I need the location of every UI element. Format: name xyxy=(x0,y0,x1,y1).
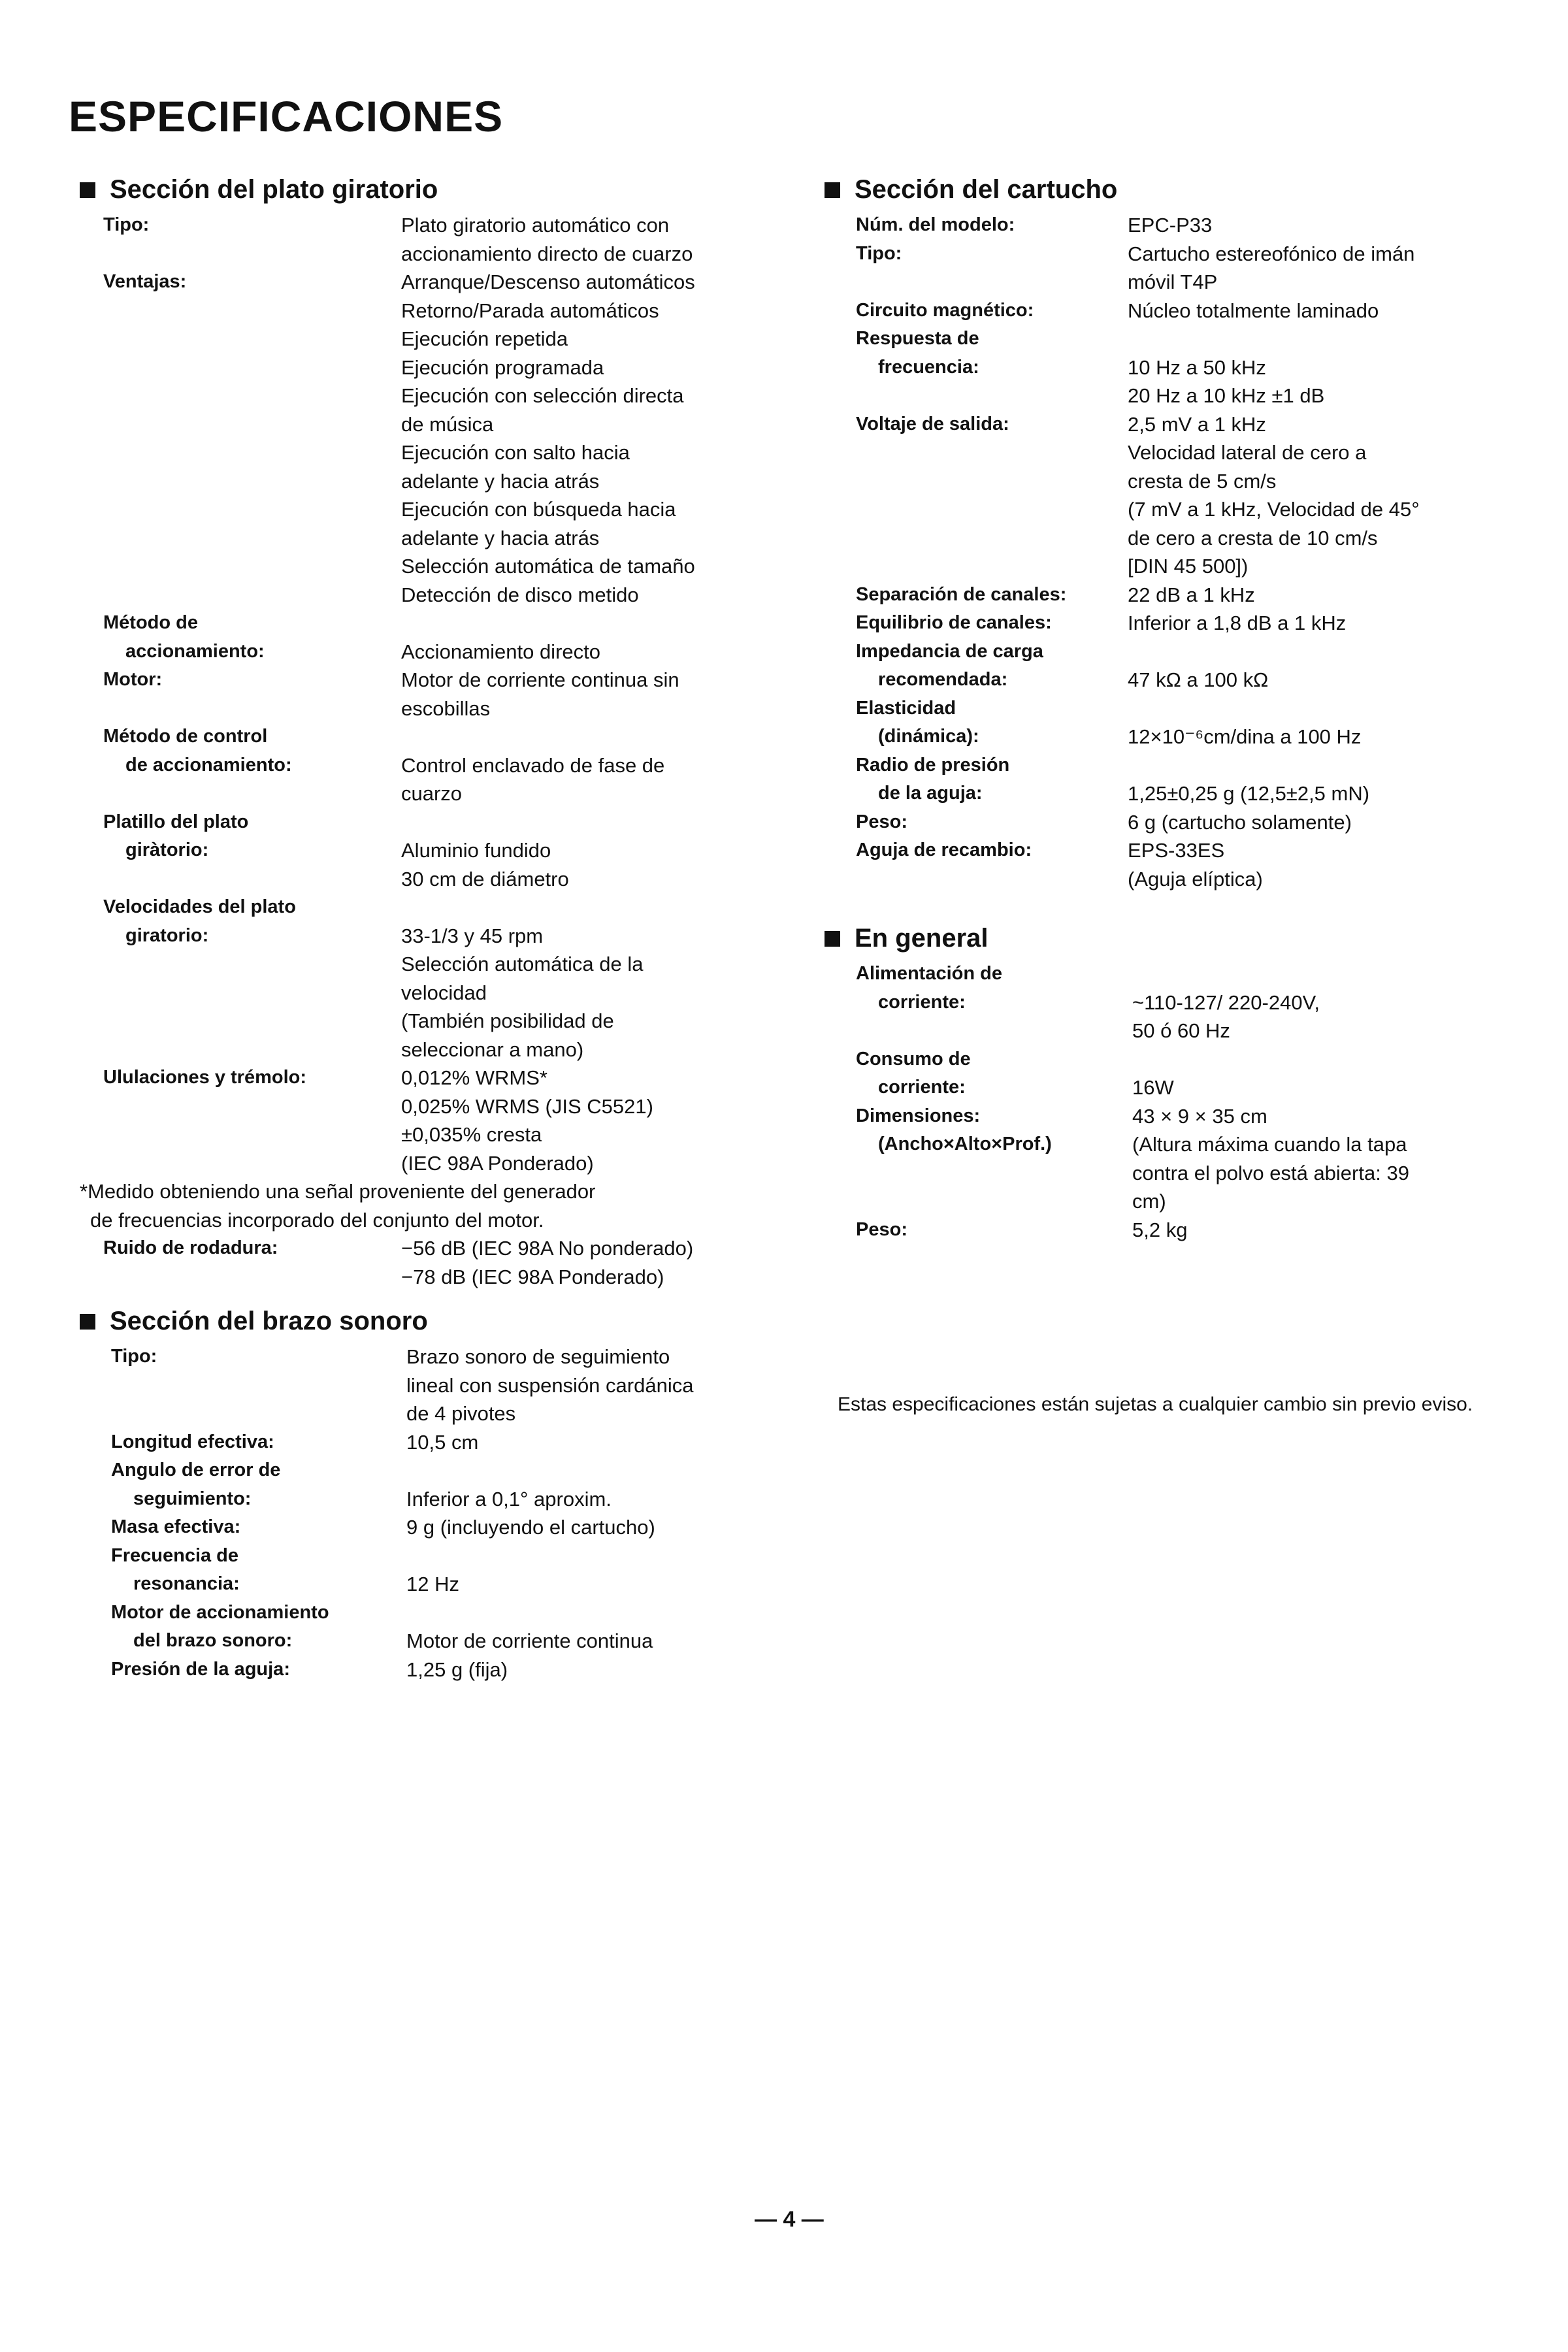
spec-value xyxy=(401,723,766,808)
spec-value xyxy=(406,1656,766,1684)
spec-row xyxy=(825,410,1511,581)
spec-row xyxy=(80,1343,766,1428)
spec-value-line: 6 g (cartucho solamente) xyxy=(1128,810,1352,834)
spec-value-line: móvil T4P xyxy=(1128,270,1218,293)
spec-row xyxy=(825,960,1511,1045)
spec-label xyxy=(825,836,1128,893)
spec-label-line: Método de control xyxy=(103,726,268,747)
spec-value-line: escobillas xyxy=(401,696,491,720)
spec-value-line: 50 ó 60 Hz xyxy=(1132,1019,1230,1042)
spec-value xyxy=(401,1064,766,1177)
spec-label-line: Peso: xyxy=(856,811,907,832)
spec-value-line: 9 g (incluyendo el cartucho) xyxy=(406,1516,655,1539)
spec-label-line: Motor de accionamiento xyxy=(111,1601,329,1623)
footnote-line: de frecuencias incorporado del conjunto del motor. xyxy=(90,1208,544,1232)
spec-value-line: 30 cm de diámetro xyxy=(401,867,569,890)
section-brazo-sonoro xyxy=(80,1307,766,1684)
spec-value xyxy=(401,609,766,666)
spec-value xyxy=(401,893,766,1064)
spec-value-line: Cartucho estereofónico de imán xyxy=(1128,242,1415,265)
spec-row xyxy=(80,808,766,894)
spec-value-line: Plato giratorio automático con xyxy=(401,214,670,237)
spec-value-line: EPS-33ES xyxy=(1128,839,1225,862)
spec-value-line: 10,5 cm xyxy=(406,1430,479,1454)
spec-value-line xyxy=(1128,694,1511,723)
spec-label xyxy=(825,1216,1132,1245)
spec-value-line xyxy=(1132,960,1511,988)
spec-list xyxy=(80,1343,766,1684)
spec-row xyxy=(825,581,1511,610)
spec-value-line: 20 Hz a 10 kHz ±1 dB xyxy=(1128,384,1325,407)
spec-value-line: Motor de corriente continua xyxy=(406,1629,653,1652)
spec-label xyxy=(80,1064,401,1177)
spec-value-line xyxy=(1132,1045,1511,1074)
spec-label-line: Ventajas: xyxy=(103,271,187,292)
spec-label xyxy=(825,960,1132,1045)
spec-label-line: Masa efectiva: xyxy=(111,1516,241,1537)
spec-list xyxy=(80,1234,766,1291)
spec-label-line: Longitud efectiva: xyxy=(111,1431,274,1452)
spec-label-line: de la aguja: xyxy=(878,783,983,804)
spec-label-line: Tipo: xyxy=(856,242,902,264)
spec-value-line xyxy=(1128,325,1511,353)
spec-value xyxy=(1128,751,1511,808)
spec-value-line: 12×10⁻⁶cm/dina a 100 Hz xyxy=(1128,725,1362,748)
spec-value-line: Detección de disco metido xyxy=(401,583,639,606)
spec-value xyxy=(1128,638,1511,694)
spec-label-line: Método de xyxy=(103,612,198,633)
spec-value-line: cm) xyxy=(1132,1190,1166,1213)
bullet-icon xyxy=(825,182,840,198)
section-cartucho xyxy=(825,175,1511,893)
spec-value-line: 16W xyxy=(1132,1076,1174,1099)
spec-value-line: Ejecución programada xyxy=(401,355,604,379)
spec-value-line xyxy=(401,808,766,837)
spec-label-line: corriente: xyxy=(878,1077,966,1098)
spec-label-line: (dinámica): xyxy=(878,726,979,747)
spec-value-line: Control enclavado de fase de xyxy=(401,753,665,777)
spec-value xyxy=(1128,410,1511,581)
spec-label-line: Consumo de xyxy=(856,1048,971,1070)
spec-value-line: (Altura máxima cuando la tapa xyxy=(1132,1133,1407,1156)
spec-label-line: Tipo: xyxy=(111,1346,157,1367)
spec-value xyxy=(401,268,766,609)
spec-label-line: Dimensiones: xyxy=(856,1105,981,1126)
spec-label-line: Elasticidad xyxy=(856,697,956,719)
spec-value-line: ~110-127/ 220-240V, xyxy=(1132,990,1320,1014)
spec-value-line: de música xyxy=(401,412,494,436)
spec-label-line: accionamiento: xyxy=(125,640,265,662)
spec-label xyxy=(825,297,1128,325)
spec-row xyxy=(825,751,1511,808)
section-heading: Sección del cartucho xyxy=(855,175,1118,204)
spec-value-line xyxy=(1128,638,1511,666)
footnote xyxy=(80,1177,766,1234)
spec-value xyxy=(406,1428,766,1457)
spec-value-line: Inferior a 0,1° aproxim. xyxy=(406,1487,612,1511)
page-title: ESPECIFICACIONES xyxy=(69,92,504,140)
spec-value-line: 0,012% WRMS* xyxy=(401,1066,547,1089)
spec-label-line: Platillo del plato xyxy=(103,811,249,832)
spec-value-line xyxy=(1128,751,1511,780)
spec-label xyxy=(825,638,1128,694)
spec-label xyxy=(825,211,1128,240)
spec-value-line: 33-1/3 y 45 rpm xyxy=(401,924,544,947)
spec-label-line: Equilibrio de canales: xyxy=(856,612,1052,633)
spec-label-line: Circuito magnético: xyxy=(856,299,1034,321)
spec-value xyxy=(406,1542,766,1599)
spec-label xyxy=(825,410,1128,581)
spec-row xyxy=(825,1216,1511,1245)
spec-value xyxy=(1128,694,1511,751)
disclaimer-note: Estas especificaciones están sujetas a cualquier cambio sin previo eviso. xyxy=(838,1394,1473,1415)
spec-row xyxy=(80,1513,766,1542)
spec-row xyxy=(825,240,1511,297)
spec-label xyxy=(80,268,401,609)
page-number: — 4 — xyxy=(755,2207,824,2232)
spec-value-line: EPC-P33 xyxy=(1128,214,1213,237)
spec-label xyxy=(80,666,401,723)
spec-label xyxy=(80,1599,406,1656)
spec-value-line: seleccionar a mano) xyxy=(401,1037,584,1061)
spec-label xyxy=(825,325,1128,410)
spec-value xyxy=(406,1599,766,1656)
spec-value-line xyxy=(401,609,766,638)
spec-label xyxy=(825,1045,1132,1102)
spec-label-line: Alimentación de xyxy=(856,963,1002,984)
spec-value-line: 43 × 9 × 35 cm xyxy=(1132,1104,1267,1128)
spec-label-line: de accionamiento: xyxy=(125,754,292,776)
spec-value xyxy=(1132,960,1511,1045)
spec-value-line: Núcleo totalmente laminado xyxy=(1128,299,1379,322)
spec-label xyxy=(80,1456,406,1513)
spec-row xyxy=(825,836,1511,893)
spec-value-line: velocidad xyxy=(401,981,487,1004)
spec-row xyxy=(80,1064,766,1177)
spec-row xyxy=(825,694,1511,751)
spec-row xyxy=(825,1045,1511,1102)
spec-label xyxy=(80,1542,406,1599)
spec-value-line: Velocidad lateral de cero a xyxy=(1128,441,1367,464)
spec-value-line: Motor de corriente continua sin xyxy=(401,668,679,691)
spec-row xyxy=(825,297,1511,325)
spec-label xyxy=(825,808,1128,837)
spec-label-line: corriente: xyxy=(878,991,966,1013)
spec-value xyxy=(1128,211,1511,240)
spec-value-line: Ejecución repetida xyxy=(401,327,568,350)
spec-value xyxy=(1128,297,1511,325)
spec-label-line: del brazo sonoro: xyxy=(133,1630,293,1651)
spec-value-line: de 4 pivotes xyxy=(406,1402,516,1425)
spec-label-line: frecuencia: xyxy=(878,356,979,378)
spec-value xyxy=(1128,325,1511,410)
spec-value-line: de cero a cresta de 10 cm/s xyxy=(1128,526,1378,549)
bullet-icon xyxy=(80,182,95,198)
spec-value-line: 2,5 mV a 1 kHz xyxy=(1128,412,1266,436)
spec-value-line: Ejecución con selección directa xyxy=(401,384,684,407)
spec-row xyxy=(80,1542,766,1599)
spec-value-line: Ejecución con búsqueda hacia xyxy=(401,498,676,521)
spec-list xyxy=(825,960,1511,1244)
spec-value xyxy=(1128,808,1511,837)
spec-value xyxy=(1128,836,1511,893)
spec-list xyxy=(80,211,766,1177)
footnote-line: *Medido obteniendo una señal proveniente del generador xyxy=(80,1180,596,1203)
spec-label xyxy=(80,211,401,268)
spec-label xyxy=(825,1102,1132,1216)
spec-row xyxy=(825,325,1511,410)
spec-label-line: seguimiento: xyxy=(133,1488,252,1509)
bullet-icon xyxy=(80,1314,95,1330)
spec-label-line: Núm. del modelo: xyxy=(856,214,1015,235)
spec-label-line: Ululaciones y trémolo: xyxy=(103,1067,307,1088)
section-heading: En general xyxy=(855,924,988,953)
spec-value-line xyxy=(406,1542,766,1571)
bullet-icon xyxy=(825,931,840,947)
spec-row xyxy=(825,1102,1511,1216)
spec-label-line: Frecuencia de xyxy=(111,1544,239,1566)
spec-label xyxy=(825,751,1128,808)
spec-label xyxy=(80,723,401,808)
spec-value-line: 47 kΩ a 100 kΩ xyxy=(1128,668,1269,691)
spec-value xyxy=(406,1456,766,1513)
spec-label-line: giratorio: xyxy=(125,924,209,946)
spec-label-line: giràtorio: xyxy=(125,840,209,860)
spec-value-line: (7 mV a 1 kHz, Velocidad de 45° xyxy=(1128,498,1420,521)
spec-label xyxy=(825,694,1128,751)
spec-value-line: Retorno/Parada automáticos xyxy=(401,299,659,322)
spec-label-line: Tipo: xyxy=(103,214,150,235)
spec-value xyxy=(1132,1102,1511,1216)
spec-label-line: (Ancho×Alto×Prof.) xyxy=(878,1134,1052,1154)
section-plato-giratorio xyxy=(80,175,766,1291)
spec-label-line: Voltaje de salida: xyxy=(856,413,1009,434)
spec-value-line xyxy=(406,1456,766,1485)
spec-row xyxy=(825,609,1511,638)
spec-value-line: Selección automática de tamaño xyxy=(401,555,695,578)
spec-value-line xyxy=(401,893,766,922)
spec-value-line: [DIN 45 500]) xyxy=(1128,555,1249,578)
spec-value-line: lineal con suspensión cardánica xyxy=(406,1373,694,1397)
spec-value-line: Accionamiento directo xyxy=(401,640,600,663)
spec-value xyxy=(406,1343,766,1428)
spec-value-line: −78 dB (IEC 98A Ponderado) xyxy=(401,1265,664,1288)
spec-value-line: Aluminio fundido xyxy=(401,839,551,862)
spec-label xyxy=(80,609,401,666)
spec-value-line xyxy=(401,723,766,751)
spec-label xyxy=(80,1656,406,1684)
spec-label-line: Separación de canales: xyxy=(856,583,1067,605)
spec-label-line: Respuesta de xyxy=(856,328,979,349)
spec-label xyxy=(80,893,401,1064)
section-en-general xyxy=(825,924,1511,1244)
section-heading: Sección del plato giratorio xyxy=(110,175,438,204)
spec-value-line: −56 dB (IEC 98A No ponderado) xyxy=(401,1237,694,1260)
spec-label-line: Presión de la aguja: xyxy=(111,1658,290,1680)
spec-label-line: resonancia: xyxy=(133,1573,240,1594)
spec-value xyxy=(401,808,766,894)
spec-value-line: accionamiento directo de cuarzo xyxy=(401,242,693,265)
spec-value-line: cuarzo xyxy=(401,782,463,805)
spec-label-line: Ruido de rodadura: xyxy=(103,1237,278,1258)
spec-row xyxy=(825,638,1511,694)
spec-value-line: ±0,035% cresta xyxy=(401,1123,542,1146)
spec-value xyxy=(1128,240,1511,297)
spec-value-line: 0,025% WRMS (JIS C5521) xyxy=(401,1094,653,1118)
spec-label xyxy=(80,1234,401,1291)
spec-value xyxy=(1132,1216,1511,1245)
spec-label xyxy=(80,1428,406,1457)
spec-value-line: adelante y hacia atrás xyxy=(401,469,600,493)
spec-value xyxy=(401,666,766,723)
spec-value-line: Brazo sonoro de seguimiento xyxy=(406,1345,670,1368)
spec-list xyxy=(825,211,1511,893)
spec-value xyxy=(401,211,766,268)
spec-value-line: Ejecución con salto hacia xyxy=(401,441,630,464)
spec-row xyxy=(80,609,766,666)
spec-label xyxy=(825,609,1128,638)
spec-value-line: adelante y hacia atrás xyxy=(401,526,600,549)
spec-value-line: contra el polvo está abierta: 39 xyxy=(1132,1161,1409,1184)
spec-row xyxy=(80,1656,766,1684)
spec-value xyxy=(401,1234,766,1291)
spec-label-line: Velocidades del plato xyxy=(103,896,296,917)
spec-label xyxy=(825,581,1128,610)
spec-row xyxy=(80,211,766,268)
spec-value-line: (También posibilidad de xyxy=(401,1009,614,1032)
spec-value xyxy=(406,1513,766,1542)
spec-value-line: Arranque/Descenso automáticos xyxy=(401,270,695,293)
spec-value-line: Selección automática de la xyxy=(401,953,644,975)
spec-label xyxy=(80,1513,406,1542)
spec-value-line: 1,25±0,25 g (12,5±2,5 mN) xyxy=(1128,782,1370,805)
spec-value-line: 12 Hz xyxy=(406,1573,459,1595)
section-heading: Sección del brazo sonoro xyxy=(110,1307,428,1335)
spec-row xyxy=(80,893,766,1064)
spec-label xyxy=(80,808,401,894)
spec-row xyxy=(80,1428,766,1457)
spec-value-line: 5,2 kg xyxy=(1132,1218,1188,1241)
spec-value xyxy=(1132,1045,1511,1102)
spec-label-line: Angulo de error de xyxy=(111,1460,281,1480)
spec-value-line: cresta de 5 cm/s xyxy=(1128,469,1277,493)
spec-row xyxy=(80,268,766,609)
spec-row xyxy=(80,1234,766,1291)
spec-value xyxy=(1128,581,1511,610)
spec-label-line: Radio de presión xyxy=(856,754,1010,776)
spec-label-line: Impedancia de carga xyxy=(856,640,1043,662)
spec-value-line: 10 Hz a 50 kHz xyxy=(1128,355,1266,379)
spec-label-line: recomendada: xyxy=(878,669,1008,690)
spec-value xyxy=(1128,609,1511,638)
spec-value-line xyxy=(406,1599,766,1627)
spec-value-line: (Aguja elíptica) xyxy=(1128,867,1263,890)
spec-label-line: Peso: xyxy=(856,1218,907,1240)
spec-value-line: 1,25 g (fija) xyxy=(406,1658,508,1681)
spec-value-line: (IEC 98A Ponderado) xyxy=(401,1151,594,1175)
spec-label-line: Motor: xyxy=(103,669,163,690)
spec-label xyxy=(825,240,1128,297)
spec-row xyxy=(825,211,1511,240)
spec-value-line: Inferior a 1,8 dB a 1 kHz xyxy=(1128,612,1347,634)
spec-row xyxy=(80,1599,766,1656)
spec-label-line: Aguja de recambio: xyxy=(856,840,1032,860)
spec-label xyxy=(80,1343,406,1428)
spec-row xyxy=(80,723,766,808)
spec-value-line: 22 dB a 1 kHz xyxy=(1128,583,1255,606)
spec-row xyxy=(80,1456,766,1513)
spec-row xyxy=(825,808,1511,837)
spec-row xyxy=(80,666,766,723)
